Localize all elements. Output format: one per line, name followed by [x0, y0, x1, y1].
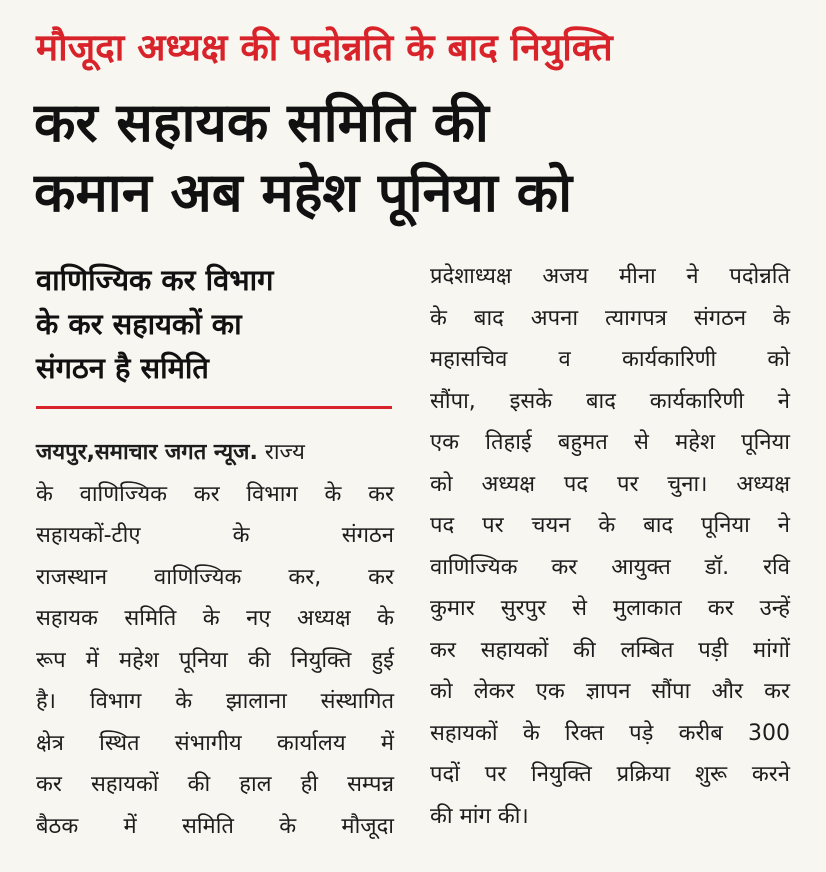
subheadline: [36, 258, 396, 390]
main-headline: [34, 88, 794, 228]
body-line: सहायकों-टीए के संगठन: [36, 523, 394, 548]
body-line: कर सहायकों की हाल ही सम्पन्न: [36, 772, 394, 797]
body-line: महासचिव व कार्यकारिणी को: [430, 347, 790, 372]
subhead-line: वाणिज्यिक कर विभाग: [36, 263, 274, 297]
body-line: सहायकों के रिक्त पड़े करीब 300: [430, 720, 790, 746]
body-line: की मांग की।: [430, 803, 529, 829]
red-divider: [36, 406, 392, 409]
body-line: है। विभाग के झालाना संस्थागित: [36, 689, 394, 714]
right-column-body: [430, 256, 790, 837]
headline-line: कमान अब महेश पूनिया को: [34, 161, 573, 224]
left-column-body: [36, 432, 394, 847]
body-line: वाणिज्यिक कर आयुक्त डॉ. रवि: [430, 554, 790, 580]
kicker-headline: मौजूदा अध्यक्ष की पदोन्नति के बाद नियुक्ति: [36, 26, 613, 69]
subhead-line: संगठन है समिति: [36, 351, 209, 385]
body-line: पद पर चयन के बाद पूनिया ने: [430, 513, 790, 538]
body-line: सौंपा, इसके बाद कार्यकारिणी ने: [430, 388, 790, 414]
body-line: एक तिहाई बहुमत से महेश पूनिया: [430, 430, 790, 455]
body-line: क्षेत्र स्थित संभागीय कार्यालय में: [36, 730, 394, 756]
body-line: को अध्यक्ष पद पर चुना। अध्यक्ष: [430, 471, 790, 497]
subhead-line: के कर सहायकों का: [36, 307, 242, 341]
body-line: सहायक समिति के नए अध्यक्ष के: [36, 606, 394, 631]
body-line: कर सहायकों की लम्बित पड़ी मांगों: [430, 637, 790, 663]
body-line: रूप में महेश पूनिया की नियुक्ति हुई: [36, 647, 394, 673]
body-line: राजस्थान वाणिज्यिक कर, कर: [36, 564, 394, 590]
body-line: के वाणिज्यिक कर विभाग के कर: [36, 481, 394, 507]
body-line: प्रदेशाध्यक्ष अजय मीना ने पदोन्नति: [430, 264, 790, 289]
body-line: को लेकर एक ज्ञापन सौंपा और कर: [430, 679, 790, 704]
body-line: बैठक में समिति के मौजूदा: [36, 813, 394, 839]
headline-line: कर सहायक समिति की: [34, 91, 489, 154]
body-line: कुमार सुरपुर से मुलाकात कर उन्हें: [430, 596, 790, 621]
dateline: जयपुर,समाचार जगत न्यूज.: [36, 440, 258, 465]
body-line: [36, 432, 394, 474]
body-line: पदों पर नियुक्ति प्रक्रिया शुरू करने: [430, 762, 790, 787]
body-text: राज्य: [257, 440, 305, 465]
body-line: के बाद अपना त्यागपत्र संगठन के: [430, 305, 790, 331]
